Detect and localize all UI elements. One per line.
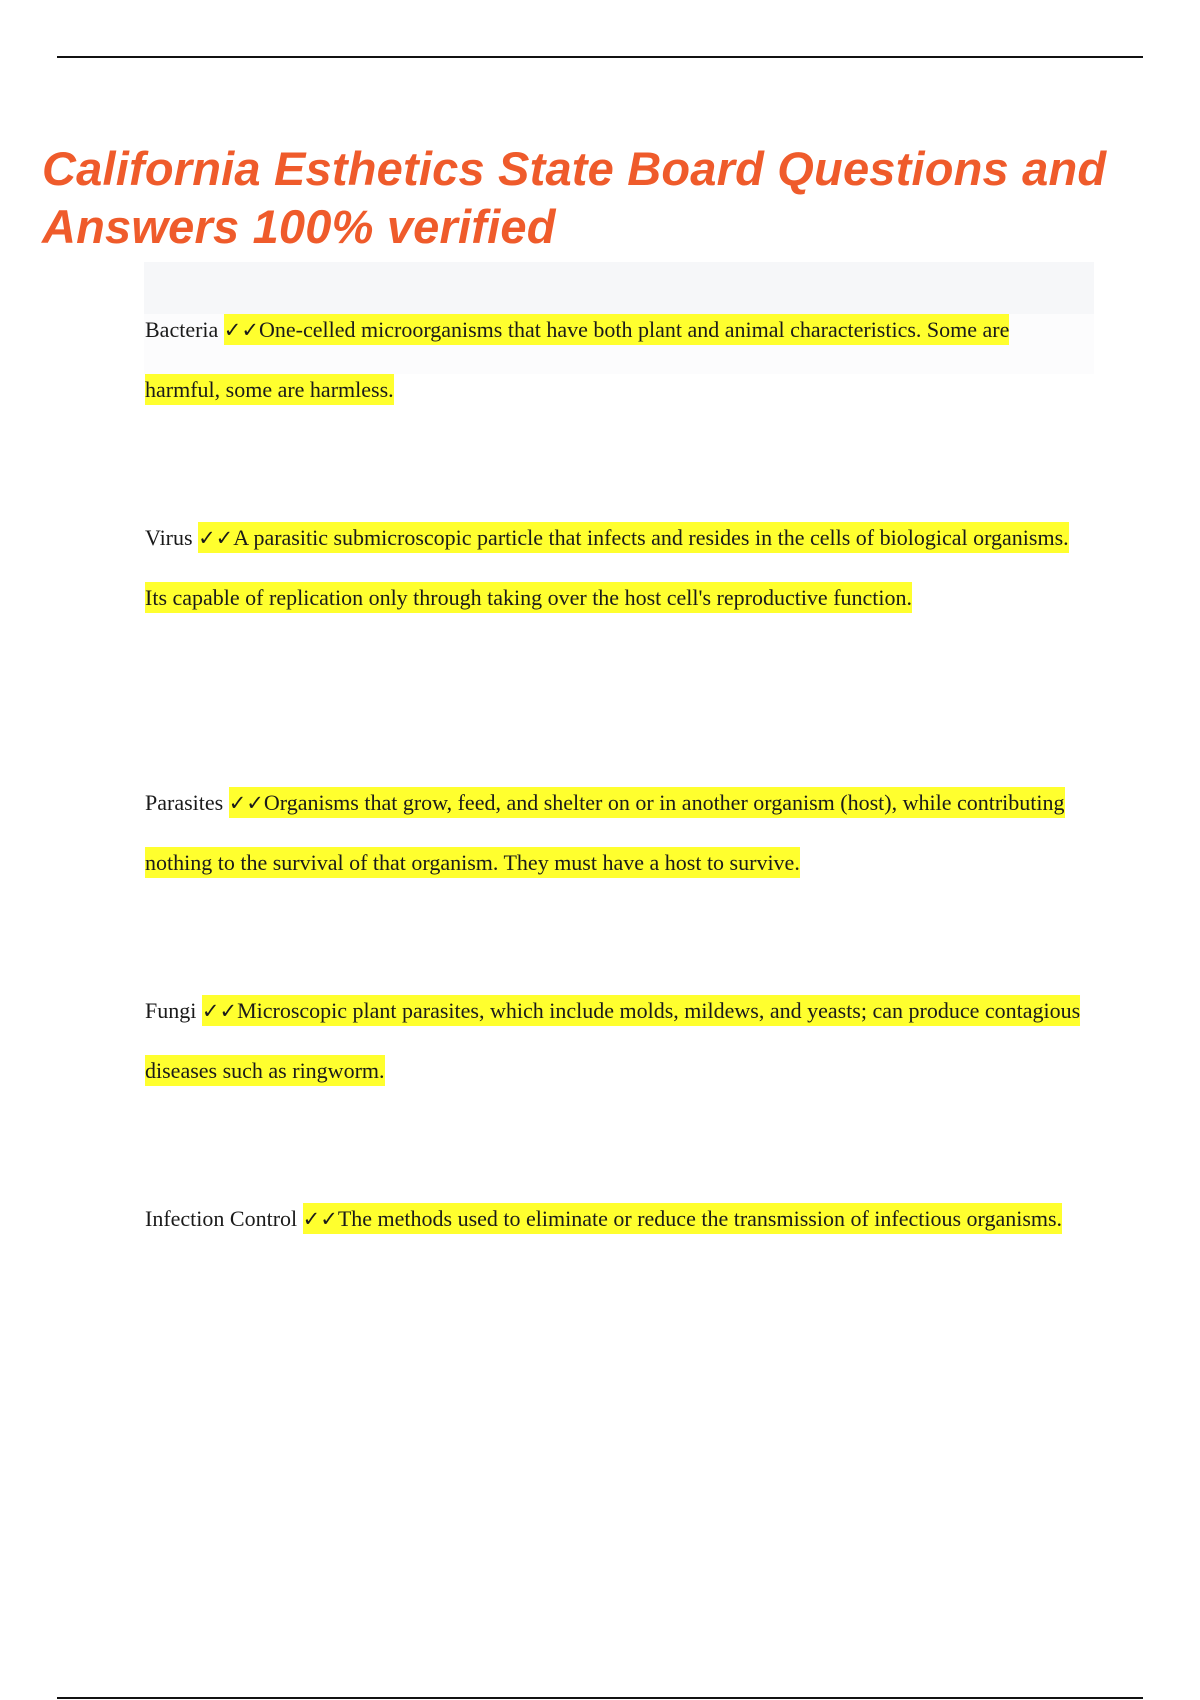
double-check-icon: ✓✓ xyxy=(302,1207,338,1231)
term-entry-infection-control xyxy=(145,1189,1085,1249)
term-label: Fungi xyxy=(145,998,197,1023)
term-label: Virus xyxy=(145,525,193,550)
document-title: California Esthetics State Board Questions and Answers 100% verified xyxy=(42,142,1107,253)
double-check-icon: ✓✓ xyxy=(201,999,238,1023)
term-entry-bacteria xyxy=(145,300,1085,420)
answer-text: Microscopic plant parasites, which include molds, mildews, and yeasts; can produce contagious diseases such as ringworm. xyxy=(145,998,1081,1083)
answer-highlight xyxy=(145,995,1080,1086)
double-check-icon: ✓✓ xyxy=(228,791,264,815)
answer-highlight xyxy=(145,522,1069,613)
answer-text: The methods used to eliminate or reduce the transmission of infectious organisms. xyxy=(337,1206,1063,1231)
answer-text: A parasitic submicroscopic particle that infects and resides in the cells of biological organisms. Its capable of replication only through taking over the host cell's reproductive function. xyxy=(145,525,1069,610)
term-label: Infection Control xyxy=(145,1206,298,1231)
term-label: Parasites xyxy=(145,790,224,815)
top-divider xyxy=(57,56,1143,58)
answer-highlight xyxy=(145,314,1009,405)
term-entry-fungi xyxy=(145,981,1085,1101)
term-entry-parasites xyxy=(145,773,1085,893)
term-entry-virus xyxy=(145,508,1085,628)
double-check-icon: ✓✓ xyxy=(223,318,259,342)
answer-highlight xyxy=(145,787,1065,878)
term-label: Bacteria xyxy=(145,317,219,342)
answer-highlight xyxy=(303,1203,1062,1234)
bottom-divider xyxy=(57,1697,1143,1699)
answer-text: Organisms that grow, feed, and shelter on or in another organism (host), while contributing nothing to the survival of that organism. They must have a host to survive. xyxy=(145,790,1065,875)
answer-text: One-celled microorganisms that have both plant and animal characteristics. Some are harmful, some are harmless. xyxy=(145,317,1010,402)
double-check-icon: ✓✓ xyxy=(198,526,234,550)
